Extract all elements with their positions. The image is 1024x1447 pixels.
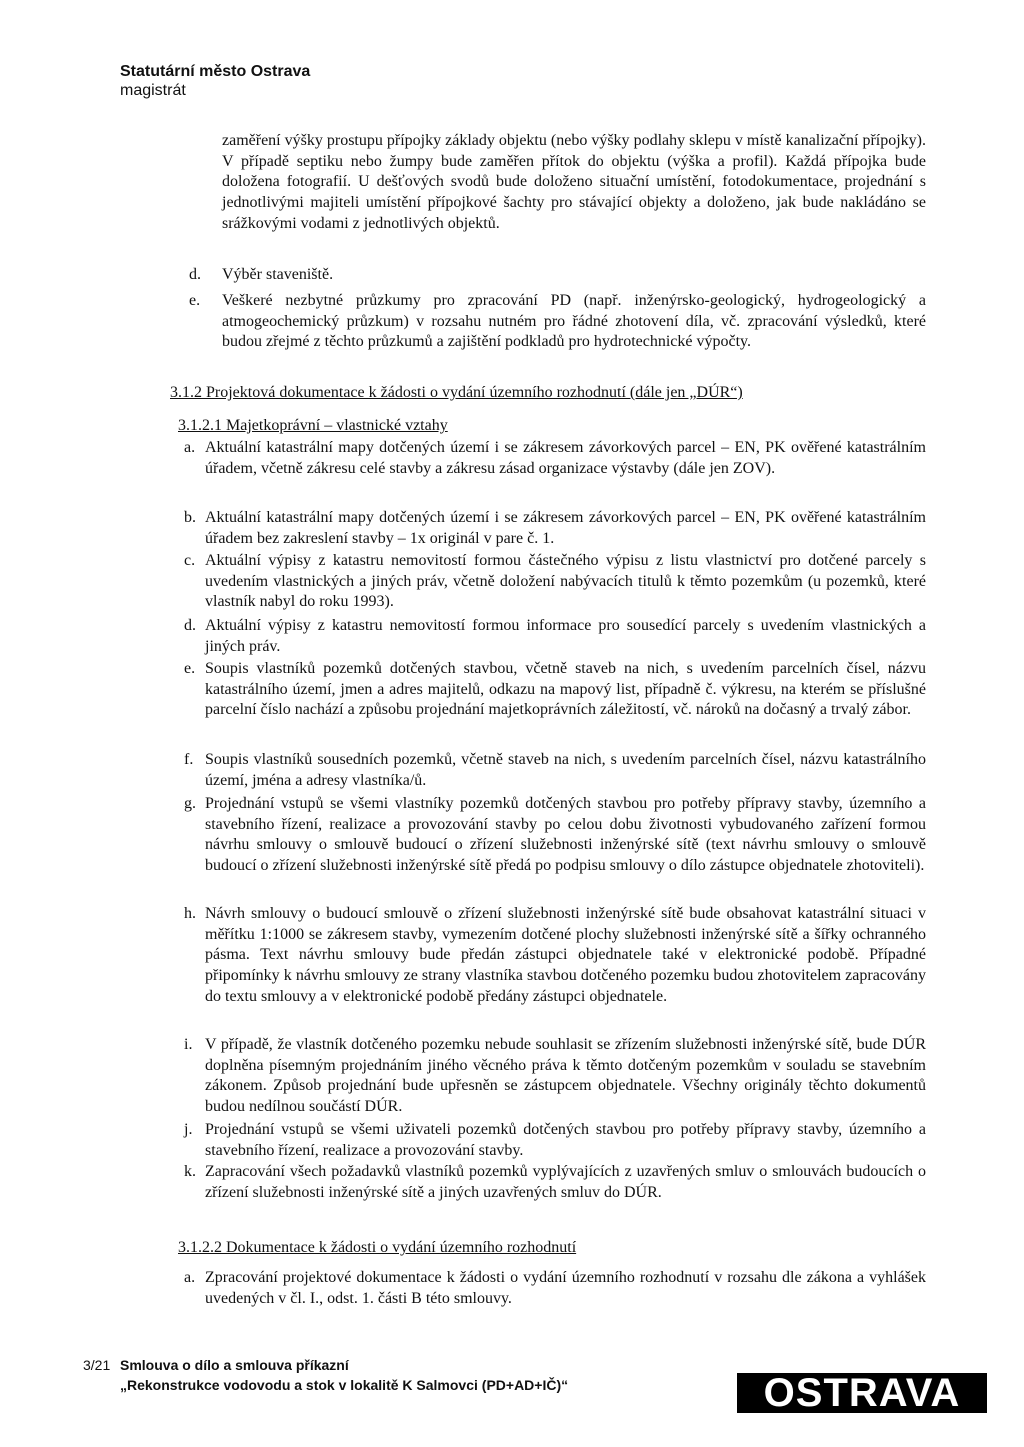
list-marker: d. [189, 266, 201, 283]
list-marker: h. [184, 905, 196, 922]
footer-doc-title: Smlouva o dílo a smlouva příkazní [120, 1357, 349, 1373]
list-item-text: Projednání vstupů se všemi uživateli pozemků dotčených stavbou pro potřeby přípravy stavby, územního a stavebního řízení, realizace a provozování stavby. [205, 1121, 926, 1159]
page-number: 3/21 [83, 1357, 111, 1373]
list-item-text: Aktuální výpisy z katastru nemovitostí formou částečného výpisu z listu vlastnictví pro dotčené parcely s uvedením vlastnických a jiných práv, včetně doložení nabývacích titulů k těmto pozemkům (u pozemků, které vlastník nabyl do roku 1993). [205, 552, 926, 611]
ostrava-logo: OSTRAVA [737, 1373, 987, 1413]
list-marker: a. [184, 439, 196, 456]
list-marker: i. [184, 1036, 193, 1053]
list-marker: k. [184, 1163, 196, 1180]
list-item-text: Projednání vstupů se všemi vlastníky pozemků dotčených stavbou pro potřeby přípravy stavby, územního a stavebního řízení, realizace a provozování stavby po celou dobu životnosti vybudovaného zařízení formou návrhu smlouvy o smlouvě budoucí o zřízení služebnosti inženýrské sítě (text návrhu smlouvy o smlouvě budoucí o zřízení služebnosti inženýrské sítě předá po podpisu smlouvy o dílo zástupce objednatele zhotoviteli). [205, 795, 926, 875]
list-marker: f. [184, 751, 194, 768]
list-marker: c. [184, 552, 196, 569]
section-heading-3-1-2-2: 3.1.2.2 Dokumentace k žádosti o vydání územního rozhodnutí [178, 1239, 577, 1256]
list-marker: e. [189, 292, 201, 309]
list-marker: g. [184, 795, 196, 812]
list-item-text: Zpracování projektové dokumentace k žádosti o vydání územního rozhodnutí v rozsahu dle zákona a vyhlášek uvedených v čl. I., odst. 1. části B této smlouvy. [205, 1269, 926, 1307]
list-item-text: Veškeré nezbytné průzkumy pro zpracování PD (např. inženýrsko-geologický, hydrogeologický a atmogeochemický průzkum) v rozsahu nutném pro řádné zhotovení díla, vč. zpracování výsledků, které budou zřejmé z těchto průzkumů a zajištění podkladů pro hydrotechnické výpočty. [222, 292, 926, 351]
list-marker: j. [184, 1121, 193, 1138]
list-item-text: Návrh smlouvy o budoucí smlouvě o zřízení služebnosti inženýrské sítě bude obsahovat katastrální situaci v měřítku 1:1000 se zákresem stavby, vymezením dotčené plochy služebnosti inženýrské sítě a šířky ochranného pásma. Text návrhu smlouvy bude předán zástupci objednatele také v elektronické podobě. Případné připomínky k návrhu smlouvy ze strany vlastníka stavbou dotčeného pozemku budou zhotovitelem zapracovány do textu smlouvy a v elektronické podobě předány zástupci objednatele. [205, 905, 926, 1005]
list-item-text: Výběr staveniště. [222, 266, 334, 283]
list-item-text: Soupis vlastníků pozemků dotčených stavbou, včetně staveb na nich, s uvedením parcelních čísel, názvu katastrálního území, jmen a adres majitelů, odkazu na mapový list, případně č. výkresu, na kterém se příslušné parcelní číslo nachází a způsobu projednání majetkoprávních záležitostí, vč. nároků na dočasný a trvalý zábor. [205, 660, 926, 719]
footer-text [120, 1355, 568, 1395]
section-heading-3-1-2-1: 3.1.2.1 Majetkoprávní – vlastnické vztahy [178, 417, 448, 434]
list-item-text: Aktuální katastrální mapy dotčených území i se zákresem závorkových parcel – EN, PK ověřené katastrálním úřadem, včetně zákresu celé stavby a zákresu zásad organizace výstavby (dále jen ZOV). [205, 439, 926, 477]
list-item-text: Aktuální výpisy z katastru nemovitostí formou informace pro sousedící parcely s uvedením vlastnických a jiných práv. [205, 617, 926, 655]
header-organization: Statutární město Ostrava [120, 63, 311, 80]
page-header [120, 62, 310, 100]
section-heading-3-1-2: 3.1.2 Projektová dokumentace k žádosti o vydání územního rozhodnutí (dále jen „DÚR“) [170, 384, 743, 401]
list-marker: a. [184, 1269, 196, 1286]
list-marker: e. [184, 660, 196, 677]
list-item-text: Aktuální katastrální mapy dotčených území i se zákresem závorkových parcel – EN, PK ověřené katastrálním úřadem bez zakreslení stavby – 1x originál v pare č. 1. [205, 509, 926, 547]
list-item-text: Zapracování všech požadavků vlastníků pozemků vyplývajících z uzavřených smluv o smlouvách budoucích o zřízení služebnosti inženýrské sítě a jiných uzavřených smluv do DÚR. [205, 1163, 926, 1201]
intro-paragraph: zaměření výšky prostupu přípojky základy objektu (nebo výšky podlahy sklepu v místě kanalizační přípojky). V případě septiku nebo žumpy bude zaměřen přítok do objektu (výška a profil). Každá přípojka bude doložena fotografií. U dešťových svodů bude doloženo situační umístění, fotodokumentace, projednání s jednotlivými majiteli umístění přípojkové šachty pro stávající objekty a doloženo, jak bude nakládáno se srážkovými vodami z jednotlivých objektů. [222, 132, 926, 232]
list-item-text: V případě, že vlastník dotčeného pozemku nebude souhlasit se zřízením služebnosti inženýrské sítě, bude DÚR doplněna písemným projednáním jiného věcného práva k těmto dotčeným pozemkům v souladu se stavebním zákonem. Způsob projednání bude upřesněn se zástupcem objednatele. Všechny originály těchto dokumentů budou nedílnou součástí DÚR. [205, 1036, 926, 1116]
list-marker: d. [184, 617, 196, 634]
list-item-text: Soupis vlastníků sousedních pozemků, včetně staveb na nich, s uvedením parcelních čísel, názvu katastrálního území, jména a adresy vlastníka/ů. [205, 751, 926, 789]
list-marker: b. [184, 509, 196, 526]
footer-project-name: „Rekonstrukce vodovodu a stok v lokalitě K Salmovci (PD+AD+IČ)“ [120, 1377, 569, 1393]
header-subtitle: magistrát [120, 82, 186, 99]
